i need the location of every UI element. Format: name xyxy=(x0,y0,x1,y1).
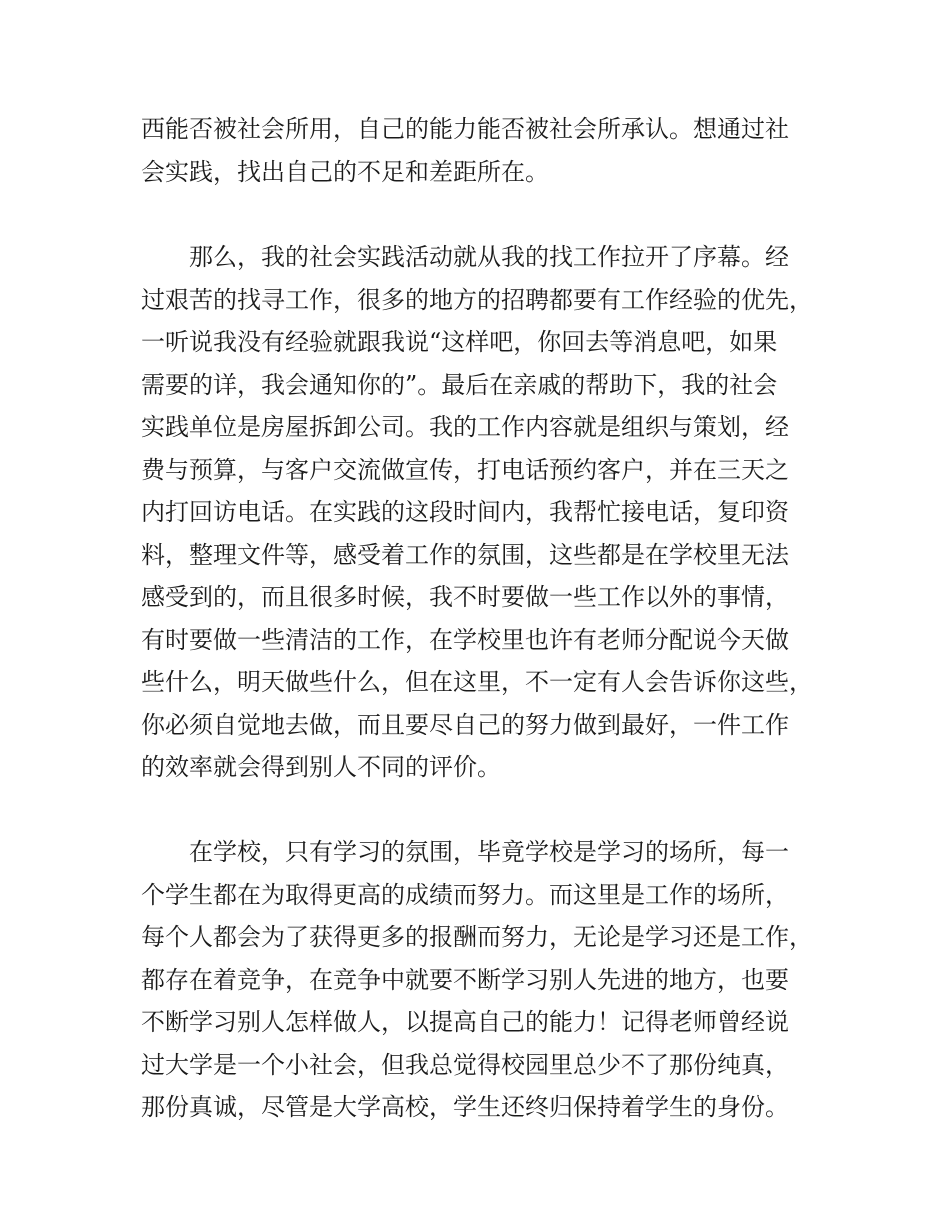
text-line: 的效率就会得到别人不同的评价。 xyxy=(141,753,501,781)
text-line: 感受到的，而且很多时候，我不时要做一些工作以外的事情， xyxy=(141,583,789,611)
text-line: 些什么，明天做些什么，但在这里，不一定有人会告诉你这些， xyxy=(141,668,813,696)
text-line: 实践单位是房屋拆卸公司。我的工作内容就是组织与策划，经 xyxy=(141,413,789,441)
text-line: 会实践，找出自己的不足和差距所在。 xyxy=(141,157,549,186)
text-line: 个学生都在为取得更高的成绩而努力。而这里是工作的场所， xyxy=(141,880,789,909)
text-line: 过大学是一个小社会，但我总觉得校园里总少不了那份纯真， xyxy=(141,1050,789,1079)
text-line: 每个人都会为了获得更多的报酬而努力，无论是学习还是工作， xyxy=(141,923,813,951)
text-line: 一听说我没有经验就跟我说“这样吧，你回去等消息吧，如果 xyxy=(141,328,778,356)
paragraph-3 xyxy=(141,831,831,1129)
text-line: 不断学习别人怎样做人，以提高自己的能力！记得老师曾经说 xyxy=(141,1008,789,1036)
text-line: 需要的详，我会通知你的”。最后在亲戚的帮助下，我的社会 xyxy=(141,370,778,399)
text-line: 西能否被社会所用，自己的能力能否被社会所承认。想通过社 xyxy=(141,115,789,143)
text-line: 费与预算，与客户交流做宣传，打电话预约客户，并在三天之 xyxy=(141,455,789,484)
text-line-first: 那么，我的社会实践活动就从我的找工作拉开了序幕。经 xyxy=(189,243,789,271)
text-line: 那份真诚，尽管是大学高校，学生还终归保持着学生的身份。 xyxy=(141,1093,789,1121)
text-line: 都存在着竞争，在竞争中就要不断学习别人先进的地方，也要 xyxy=(141,965,789,994)
text-line: 你必须自觉地去做，而且要尽自己的努力做到最好，一件工作 xyxy=(141,710,789,739)
paragraph-2 xyxy=(141,236,831,789)
text-line: 有时要做一些清洁的工作，在学校里也许有老师分配说今天做 xyxy=(141,625,789,654)
text-line: 过艰苦的找寻工作，很多的地方的招聘都要有工作经验的优先， xyxy=(141,285,813,314)
text-line: 内打回访电话。在实践的这段时间内，我帮忙接电话，复印资 xyxy=(141,498,789,526)
text-line: 料，整理文件等，感受着工作的氛围，这些都是在学校里无法 xyxy=(141,540,789,569)
paragraph-1 xyxy=(141,108,831,193)
text-line-first: 在学校，只有学习的氛围，毕竟学校是学习的场所，每一 xyxy=(189,838,789,866)
